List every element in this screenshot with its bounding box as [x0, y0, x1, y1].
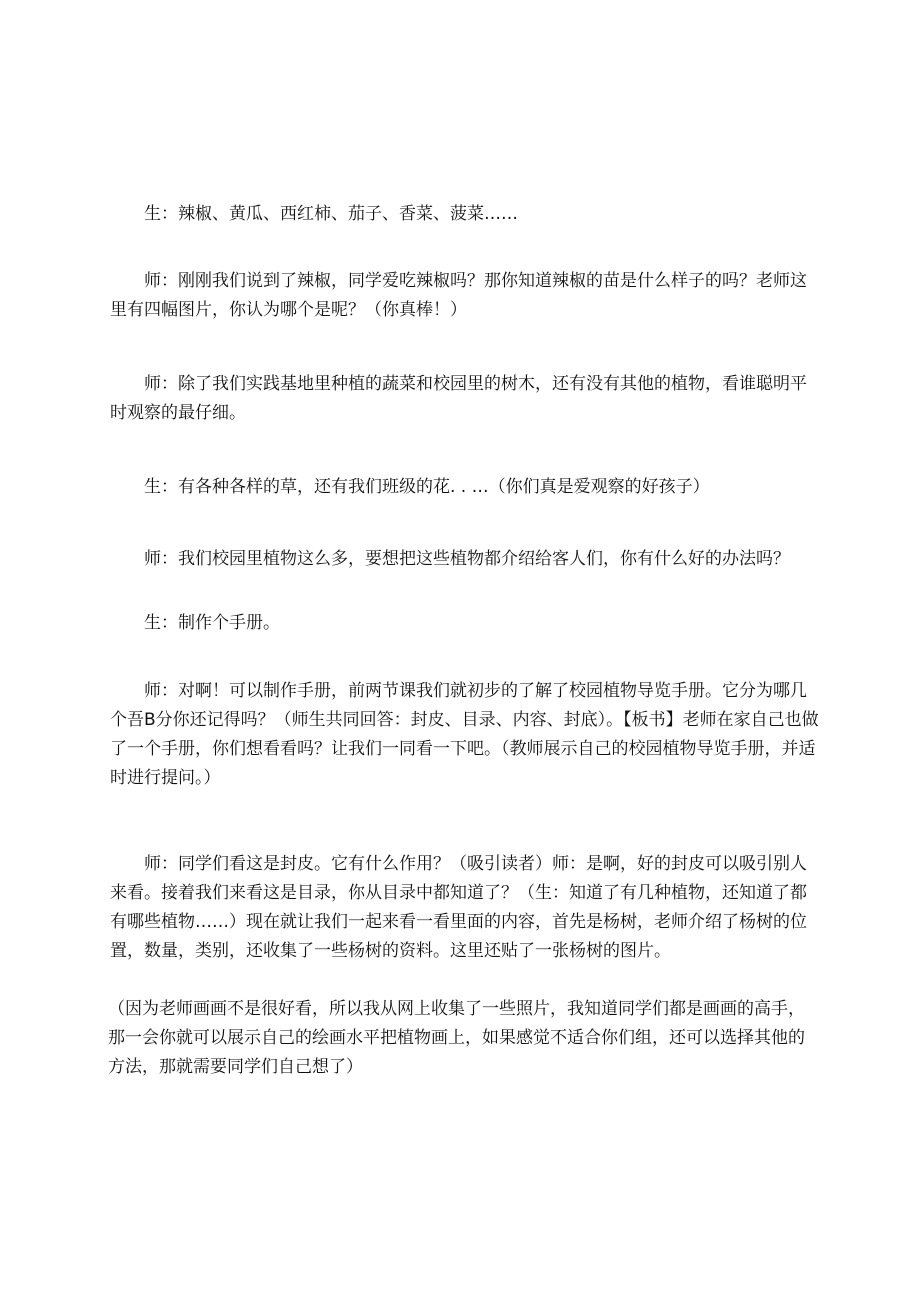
paragraph-student-grass: 生：有各种各样的草，还有我们班级的花. . …（你们真是爱观察的好孩子）: [144, 477, 710, 497]
paragraph-teacher-handbook-parts: 师：对啊！可以制作手册，前两节课我们就初步的了解了校园植物导览手册。它分为哪几个吾B分你还记得吗？（师生共同回答：封皮、目录、内容、封底）。【板书】老师在家自己也做了一个手册，你们想看看吗？让我们一同看一下吧。（教师展示自己的校园植物导览手册，并适时进行提问。）: [110, 681, 819, 788]
paragraph-teacher-introduce: 师：我们校园里植物这么多，要想把这些植物都介绍给客人们，你有什么好的办法吗？: [144, 549, 790, 569]
paragraph-teacher-drawing-note: （因为老师画画不是很好看，所以我从网上收集了一些照片，我知道同学们都是画画的高手，那一会你就可以展示自己的绘画水平把植物画上，如果感觉不适合你们组，还可以选择其他的方法，那就需要同学们自己想了）: [108, 999, 805, 1077]
paragraph-teacher-other-plants: 师：除了我们实践基地里种植的蔬菜和校园里的树木，还有没有其他的植物，看谁聪明平时观察的最仔细。: [110, 374, 807, 423]
paragraph-student-vegetables: 生：辣椒、黄瓜、西红柿、茄子、香菜、菠菜……: [144, 204, 518, 224]
paragraph-student-handbook: 生：制作个手册。: [144, 613, 280, 633]
paragraph-teacher-cover: 师：同学们看这是封皮。它有什么作用？（吸引读者）师：是啊，好的封皮可以吸引别人来看。接着我们来看这是目录，你从目录中都知道了？（生：知道了有几种植物，还知道了都有哪些植物……）现在就让我们一起来看一看里面的内容，首先是杨树，老师介绍了杨树的位置，数量，类别，还收集了一些杨树的资料。这里还贴了一张杨树的图片。: [110, 854, 807, 961]
paragraph-teacher-pepper: 师：刚刚我们说到了辣椒，同学爱吃辣椒吗？那你知道辣椒的苗是什么样子的吗？老师这里有四幅图片，你认为哪个是呢？（你真棒！）: [110, 271, 807, 320]
